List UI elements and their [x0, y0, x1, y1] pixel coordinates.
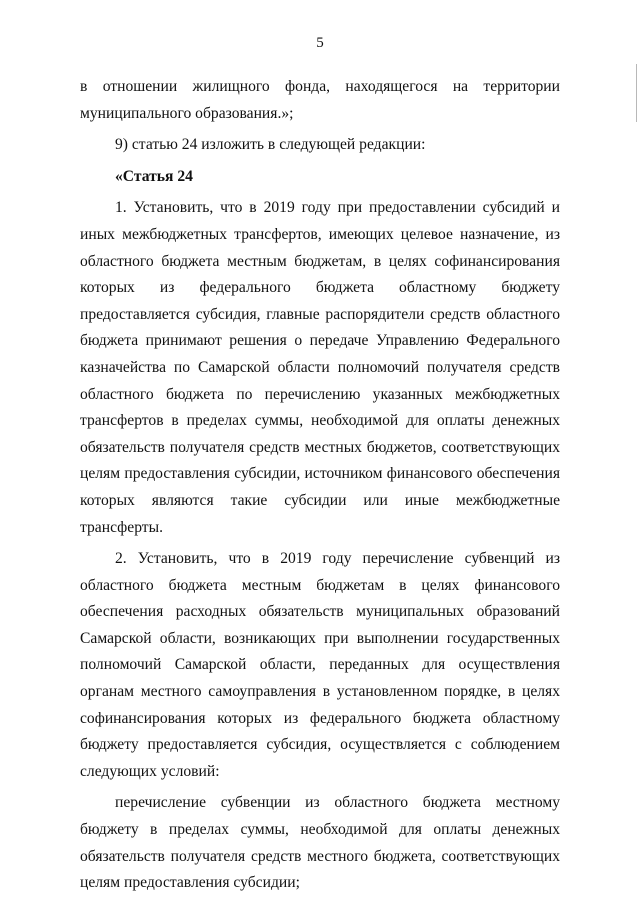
- paragraph-amendment-item-9: 9) статью 24 изложить в следующей редакции:: [115, 136, 426, 154]
- scan-edge-line: [636, 64, 637, 122]
- document-body: [80, 74, 560, 897]
- paragraph-subvention-condition: перечисление субвенции из областного бюджета местному бюджету в пределах суммы, необходимой для оплаты денежных обязательств получателя средств местного бюджета, соответствующих целям предоставления субсидии;: [80, 794, 560, 892]
- page-number: 5: [316, 35, 324, 51]
- paragraph-housing-fund: в отношении жилищного фонда, находящегося на территории муниципального образования.»;: [80, 78, 560, 122]
- article-heading: «Статья 24: [115, 167, 193, 185]
- paragraph-clause-2: 2. Установить, что в 2019 году перечисление субвенций из областного бюджета местным бюджетам в целях финансового обеспечения расходных обязательств муниципальных образований Самарской области, возникающих при выполнении государственных полномочий Самарской области, переданных для осуществления органам местного самоуправления в установленном порядке, в целях софинансирования которых из федерального бюджета областному бюджету предоставляется субсидия, осуществляется с соблюдением следующих условий:: [80, 550, 560, 780]
- paragraph-clause-1: 1. Установить, что в 2019 году при предоставлении субсидий и иных межбюджетных трансфертов, имеющих целевое назначение, из областного бюджета местным бюджетам, в целях софинансирования которых из федерального бюджета областному бюджету предоставляется субсидия, главные распорядители средств областного бюджета принимают решения о передаче Управлению Федерального казначейства по Самарской области полномочий получателя средств областного бюджета по перечислению указанных межбюджетных трансфертов в пределах суммы, необходимой для оплаты денежных обязательств получателя средств местных бюджетов, соответствующих целям предоставления субсидии, источником финансового обеспечения которых являются такие субсидии или иные межбюджетные трансферты.: [80, 199, 560, 536]
